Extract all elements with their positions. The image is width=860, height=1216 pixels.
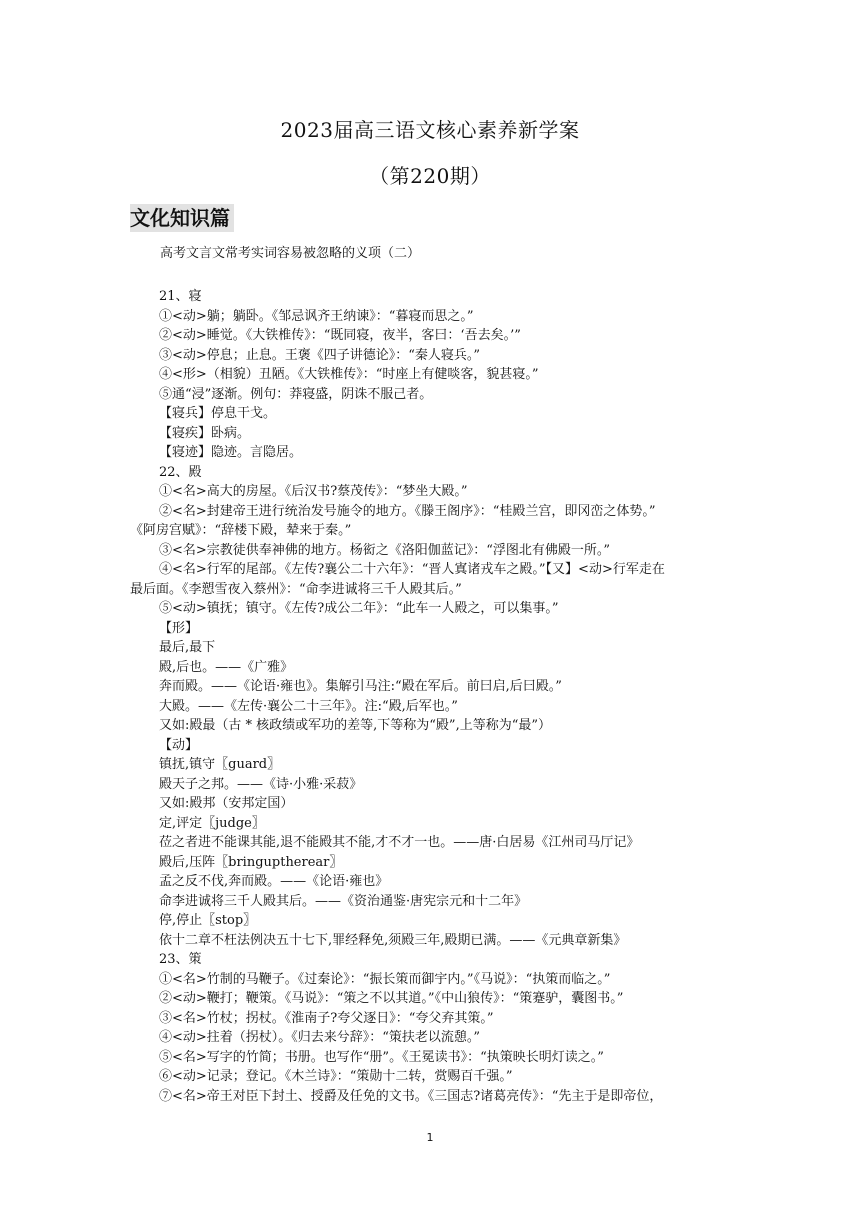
text-line: 又如:殿邦（安邦定国） — [159, 796, 294, 811]
page-number: 1 — [426, 1131, 434, 1144]
document-title: 2023届高三语文核心素养新学案 — [280, 118, 580, 142]
article-subtitle: 高考文言文常考实词容易被忽略的义项（二） — [160, 246, 421, 261]
text-line: 殿,后也。——《广雅》 — [159, 659, 294, 675]
text-line: 22、殿 — [159, 464, 202, 480]
text-line: 停,停止〖stop〗 — [159, 913, 257, 928]
text-line: ②<动>睡觉。《大铁椎传》：“既同寝，夜半，客曰：‘吾去矣。’” — [159, 328, 521, 343]
text-line: 又如:殿最（古 * 核政绩或军功的差等,下等称为“殿”,上等称为“最”） — [159, 718, 551, 733]
text-line: ⑥<动>记录；登记。《木兰诗》：“策勋十二转，赏赐百千强。” — [159, 1069, 513, 1084]
text-line: 21、寝 — [159, 289, 202, 304]
text-line: 【寝兵】停息干戈。 — [159, 406, 277, 421]
text-line: 殿天子之邦。——《诗·小雅·采菽》 — [159, 776, 363, 792]
text-line: 《阿房宫赋》：“辞楼下殿，辇来于秦。” — [130, 523, 352, 538]
text-line: ④<形>（相貌）丑陋。《大铁椎传》：“时座上有健啖客，貌甚寝。” — [159, 367, 539, 382]
text-line: 【寝迹】隐迹。言隐居。 — [159, 445, 303, 460]
text-line: 殿后,压阵〖bringuptherear〗 — [159, 854, 343, 870]
text-line: ④<名>行军的尾部。《左传?襄公二十六年》：“晋人寘诸戎车之殿。”【又】<动>行军走在 — [159, 562, 665, 577]
text-line: 最后面。《李愬雪夜入蔡州》：“命李进诚将三千人殿其后。” — [130, 581, 462, 597]
text-line: 莅之者进不能课其能,退不能殿其不能,才不才一也。——唐·白居易《江州司马厅记》 — [159, 835, 640, 850]
text-line: ①<动>躺；躺卧。《邹忌讽齐王纳谏》：“暮寝而思之。” — [159, 308, 474, 324]
text-line: 镇抚,镇守〖guard〗 — [159, 757, 281, 772]
text-line: 【形】 — [159, 620, 199, 636]
text-line: 大殿。——《左传·襄公二十三年》。注:“殿,后军也。” — [159, 698, 458, 714]
text-line: 孟之反不伐,奔而殿。——《论语·雍也》 — [159, 874, 389, 889]
text-line: ⑦<名>帝王对臣下封土、授爵及任免的文书。《三国志?诸葛亮传》：“先主于是即帝位， — [159, 1088, 663, 1104]
section-heading: 文化知识篇 — [130, 204, 234, 232]
text-line: ③<动>停息；止息。王褒《四子讲德论》：“秦人寝兵。” — [159, 347, 481, 363]
text-line: 定,评定〖judge〗 — [159, 815, 265, 831]
text-line: 最后,最下 — [159, 640, 216, 655]
text-line: ③<名>宗教徒供奉神佛的地方。杨衒之《洛阳伽蓝记》：“浮图北有佛殿一所。” — [159, 542, 611, 558]
text-line: 23、策 — [159, 952, 202, 967]
text-line: ②<名>封建帝王进行统治发号施令的地方。《滕王阁序》：“桂殿兰宫，即冈峦之体势。” — [159, 503, 656, 519]
text-line: 依十二章不枉法例决五十七下,罪经释免,须殿三年,殿期已满。——《元典章新集》 — [159, 932, 627, 948]
text-line: 命李进诚将三千人殿其后。——《资治通鉴·唐宪宗元和十二年》 — [159, 893, 528, 909]
issue-number: （第220期） — [369, 164, 491, 188]
text-line: 【动】 — [159, 737, 199, 753]
text-line: ⑤<动>镇抚；镇守。《左传?成公二年》：“此车一人殿之，可以集事。” — [159, 601, 559, 616]
text-line: 【寝疾】卧病。 — [159, 425, 251, 441]
document-body — [130, 287, 730, 1106]
text-line: ④<动>拄着（拐杖）。《归去来兮辞》：“策扶老以流憩。” — [159, 1030, 481, 1045]
text-line: ①<名>高大的房屋。《后汉书?蔡茂传》：“梦坐大殿。” — [159, 484, 468, 499]
text-line: ⑤<名>写字的竹简；书册。也写作“册”。《王冕读书》：“执策映长明灯读之。” — [159, 1049, 604, 1065]
text-line: 奔而殿。——《论语·雍也》。集解引马注:“殿在军后。前曰启,后曰殿。” — [159, 679, 562, 694]
text-line: ②<动>鞭打；鞭策。《马说》：“策之不以其道。”《中山狼传》：“策蹇驴，囊图书。” — [159, 991, 624, 1006]
text-line: ⑤通“浸”逐渐。例句：莽寝盛，阴诛不服己者。 — [159, 386, 433, 402]
text-line: ③<名>竹杖；拐杖。《淮南子?夸父逐日》：“夸父弃其策。” — [159, 1010, 494, 1026]
text-line: ①<名>竹制的马鞭子。《过秦论》：“振长策而御宇内。”《马说》：“执策而临之。” — [159, 971, 611, 987]
